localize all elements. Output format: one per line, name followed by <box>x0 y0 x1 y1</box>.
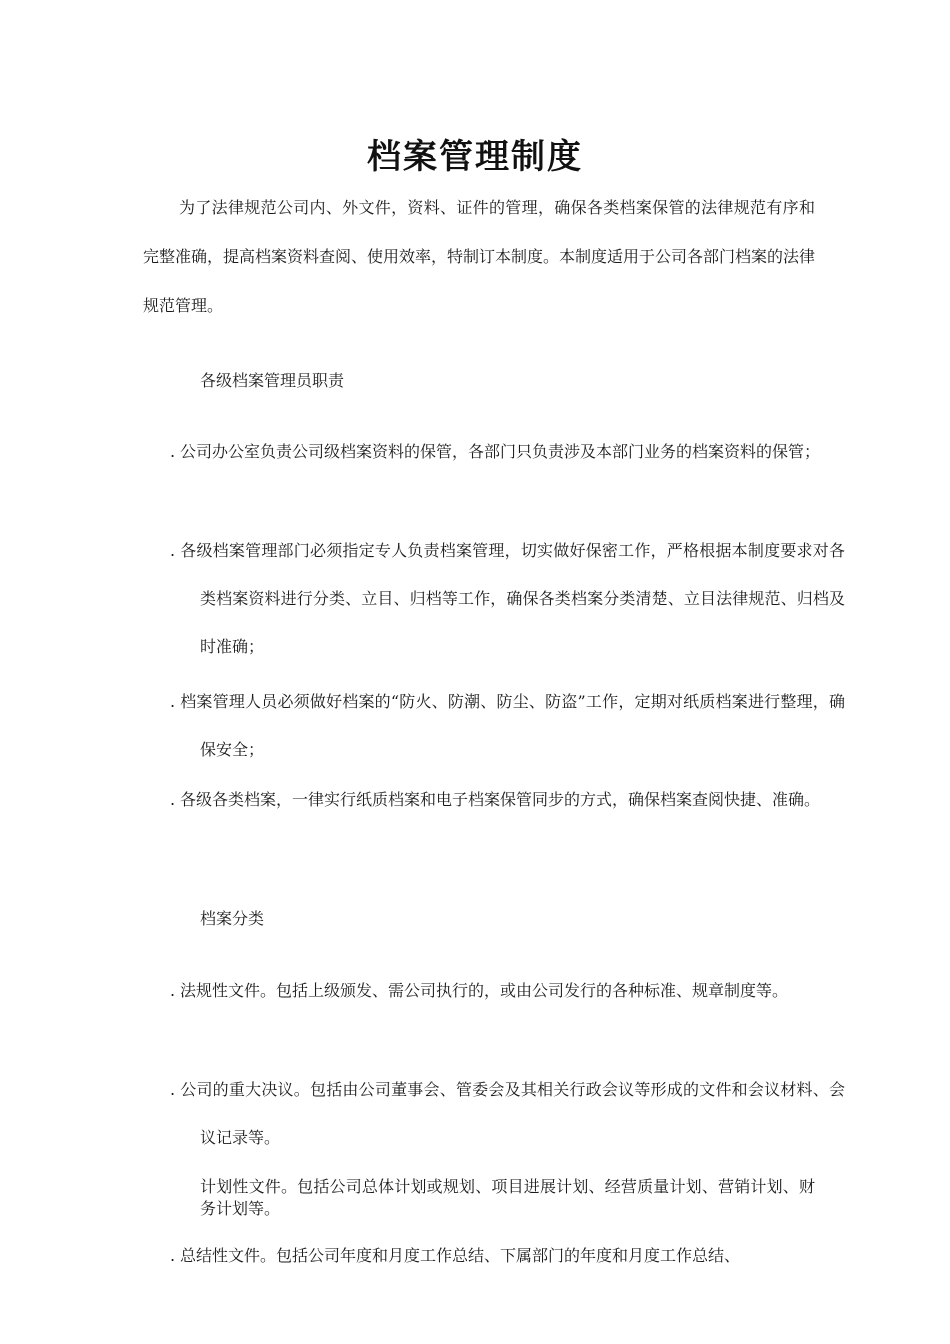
list-item <box>170 967 845 1015</box>
list-bullet: . <box>170 1246 176 1265</box>
list-bullet: . <box>170 442 176 461</box>
list-item-text: 公司办公室负责公司级档案资料的保管，各部门只负责涉及本部门业务的档案资料的保管； <box>180 442 821 461</box>
list-item <box>170 776 845 824</box>
list-item-text: 公司的重大决议。包括由公司董事会、管委会及其相关行政会议等形成的文件和会议材料、会议记录等。 <box>180 1080 845 1147</box>
list-bullet: . <box>170 541 176 560</box>
list-bullet: . <box>170 790 176 809</box>
list-item <box>170 527 845 671</box>
list-item <box>170 1232 845 1280</box>
section-heading-duties: 各级档案管理员职责 <box>200 371 345 390</box>
list-bullet: . <box>170 981 176 1000</box>
list-item-text: 各级档案管理部门必须指定专人负责档案管理，切实做好保密工作，严格根据本制度要求对各类档案资料进行分类、立目、归档等工作，确保各类档案分类清楚、立目法律规范、归档及时准确； <box>180 541 845 656</box>
list-item-text: 档案管理人员必须做好档案的“防火、防潮、防尘、防盗”工作，定期对纸质档案进行整理，确保安全； <box>180 692 845 759</box>
list-item-text: 法规性文件。包括上级颁发、需公司执行的，或由公司发行的各种标准、规章制度等。 <box>180 981 789 1000</box>
list-item <box>170 428 845 476</box>
list-bullet: . <box>170 692 176 711</box>
list-bullet: . <box>170 1080 176 1099</box>
list-item <box>170 1066 845 1162</box>
document-title: 档案管理制度 <box>367 136 583 177</box>
list-item-text: 计划性文件。包括公司总体计划或规划、项目进展计划、经营质量计划、营销计划、财务计划等。 <box>200 1177 815 1218</box>
list-item-text: 总结性文件。包括公司年度和月度工作总结、下属部门的年度和月度工作总结、 <box>180 1246 741 1265</box>
intro-paragraph: 为了法律规范公司内、外文件，资料、证件的管理，确保各类档案保管的法律规范有序和完整准确，提高档案资料查阅、使用效率，特制订本制度。本制度适用于公司各部门档案的法律规范管理。 <box>143 198 816 315</box>
section-heading-classification: 档案分类 <box>200 909 265 928</box>
list-item-text: 各级各类档案，一律实行纸质档案和电子档案保管同步的方式，确保档案查阅快捷、准确。 <box>180 790 821 809</box>
list-item <box>170 678 845 774</box>
list-item <box>200 1176 815 1220</box>
